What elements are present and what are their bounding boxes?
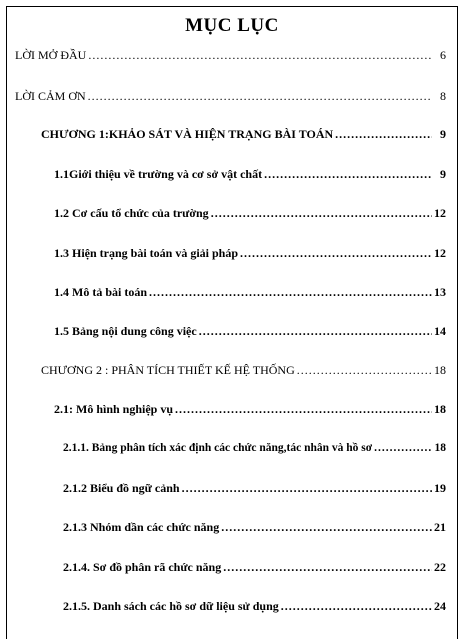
toc-entry-page: 12 [434,246,446,260]
toc-entry-label: LỜI MỞ ĐẦU [15,48,87,62]
toc-leader-dots [281,599,432,614]
toc-entry[interactable] [63,481,446,496]
toc-entry-label: 1.5 Bảng nội dung công việc [54,324,197,338]
page-title: MỤC LỤC [185,15,279,36]
toc-entry-label: CHƯƠNG 2 : PHÂN TÍCH THIẾT KẾ HỆ THỐNG [41,363,295,377]
toc-entry[interactable] [54,324,446,339]
toc-leader-dots [335,127,432,142]
toc-entry-page: 6 [440,48,446,62]
toc-entry[interactable] [54,285,446,300]
toc-leader-dots [297,363,432,378]
toc-leader-dots [149,285,432,300]
toc-leader-dots [199,324,432,339]
toc-entry-label: 1.3 Hiện trạng bài toán và giải pháp [54,246,239,260]
toc-entry-label: 2.1.4. Sơ đồ phân rã chức năng [63,560,222,574]
toc-entry-page: 22 [434,560,446,574]
toc-entry[interactable] [63,560,446,575]
toc-leader-dots [240,246,432,261]
toc-entry-page: 18 [434,442,446,454]
toc-entry-page: 13 [434,285,446,299]
toc-entry-label: 2.1.2 Biểu đồ ngữ cảnh [63,481,180,495]
toc-entry[interactable] [41,363,446,378]
toc-entry[interactable] [54,167,446,182]
toc-leader-dots [88,48,432,63]
toc-leader-dots [264,167,432,182]
toc-leader-dots [223,560,432,575]
toc-entry-page: 9 [440,167,446,181]
toc-entry-label: 1.4 Mô tả bài toán [54,285,147,299]
toc-entry[interactable] [63,520,446,535]
toc-entry-page: 9 [440,127,446,141]
toc-entry[interactable] [54,246,446,261]
toc-leader-dots [211,206,432,221]
toc-entry-page: 18 [434,363,446,377]
toc-entry-label: CHƯƠNG 1:KHẢO SÁT VÀ HIỆN TRẠNG BÀI TOÁN [41,127,334,141]
toc-entry-label: 1.1Giới thiệu về trường và cơ sở vật chất [54,167,263,181]
toc-entry-page: 14 [434,324,446,338]
toc-entry[interactable] [15,89,446,104]
toc-entry-page: 24 [434,599,446,613]
toc-entry[interactable] [54,206,446,221]
toc-entry[interactable] [15,48,446,63]
toc-leader-dots [182,481,432,496]
toc-entry[interactable] [54,402,446,417]
toc-entry-label: 2.1.5. Danh sách các hồ sơ dữ liệu sử dụng [63,599,279,613]
toc-entry-page: 18 [434,402,446,416]
toc-entry-page: 8 [440,89,446,103]
toc-entry[interactable] [63,599,446,614]
toc-leader-dots [374,442,432,454]
toc-leader-dots [221,520,432,535]
toc-entry-label: 2.1: Mô hình nghiệp vụ [54,402,174,416]
toc-entry-label: LỜI CẢM ƠN [15,89,86,103]
toc-entry-page: 21 [434,520,446,534]
toc-entry[interactable] [41,127,446,142]
toc-leader-dots [88,89,432,104]
toc-leader-dots [175,402,432,417]
toc-entry-page: 19 [434,481,446,495]
toc-entry-label: 2.1.3 Nhóm dần các chức năng [63,520,220,534]
toc-entry-label: 2.1.1. Bảng phân tích xác định các chức năng,tác nhân và hồ sơ [63,442,373,454]
toc-entry-page: 12 [434,206,446,220]
toc-entry[interactable] [63,442,446,454]
toc-entry-label: 1.2 Cơ cấu tổ chức của trường [54,206,209,220]
